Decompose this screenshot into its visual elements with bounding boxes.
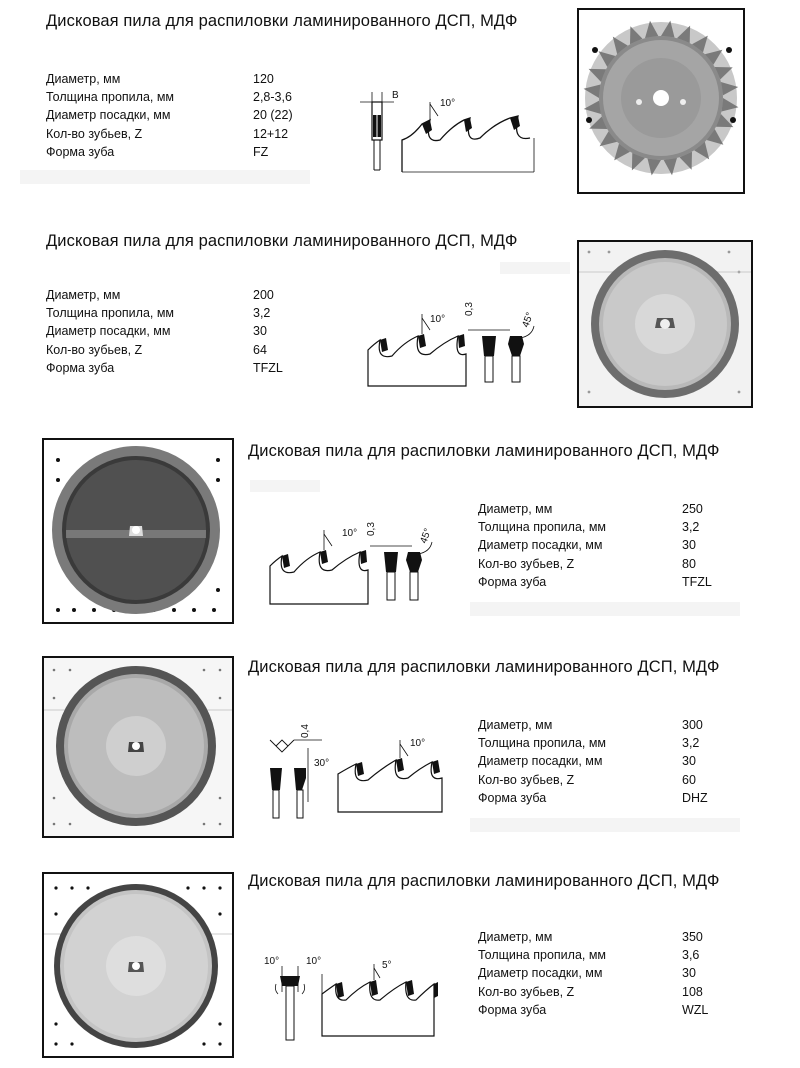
- spec-value: 30: [682, 754, 696, 769]
- dim-label-b: B: [392, 90, 399, 101]
- spec-list: [46, 72, 346, 163]
- spec-row-teeth: [478, 985, 778, 1003]
- spec-value: 350: [682, 930, 703, 944]
- spec-value: 12+12: [253, 126, 289, 141]
- spec-label: Кол-во зубьев, Z: [478, 556, 575, 571]
- dim-label-offset: 0,3: [464, 302, 475, 316]
- spec-label: Кол-во зубьев, Z: [478, 984, 575, 999]
- spec-row-diameter: [478, 502, 778, 520]
- spec-value: WZL: [682, 1002, 709, 1017]
- product-title: Дисковая пила для распиловки ламинированного ДСП, МДФ: [248, 658, 720, 676]
- product-section-1: [0, 0, 800, 210]
- spec-row-bore: [478, 538, 778, 556]
- spec-row-kerf: [478, 736, 778, 754]
- spec-value: 80: [682, 556, 696, 571]
- product-section-5: [0, 862, 800, 1068]
- dim-label-offset: 0,4: [300, 724, 311, 738]
- spec-row-teeth: [478, 773, 778, 791]
- spec-value: 120: [253, 72, 274, 86]
- spec-value: 3,2: [682, 736, 700, 751]
- dim-label-angle: 10°: [410, 738, 426, 749]
- spec-value: 20 (22): [253, 108, 293, 123]
- spec-row-tooth-shape: [478, 791, 778, 809]
- spec-label: Форма зуба: [46, 360, 115, 375]
- tooth-profile-diagram: [360, 300, 560, 400]
- spec-value: TFZL: [253, 360, 283, 375]
- spec-value: 200: [253, 288, 274, 302]
- spec-row-kerf: [46, 90, 346, 108]
- spec-value: 30: [682, 538, 696, 553]
- spec-row-kerf: [46, 306, 346, 324]
- spec-row-tooth-shape: [46, 361, 346, 379]
- tooth-profile-diagram: [264, 712, 464, 830]
- product-section-2: [0, 220, 800, 420]
- spec-label: Форма зуба: [478, 1002, 547, 1017]
- spec-label: Кол-во зубьев, Z: [46, 342, 143, 357]
- spec-row-bore: [46, 324, 346, 342]
- spec-value: FZ: [253, 144, 269, 159]
- dim-label-left-angle: 10°: [264, 956, 280, 967]
- spec-value: 64: [253, 342, 267, 357]
- spec-row-kerf: [478, 948, 778, 966]
- spec-row-tooth-shape: [478, 1003, 778, 1021]
- spec-label: Толщина пропила, мм: [478, 520, 607, 535]
- saw-blade-photo: [577, 8, 745, 194]
- tooth-profile-diagram: [262, 944, 462, 1064]
- spec-row-bore: [46, 108, 346, 126]
- dim-label-angle: 5°: [382, 960, 392, 971]
- spec-value: TFZL: [682, 574, 712, 589]
- spec-value: 3,2: [253, 306, 271, 321]
- spec-label: Диаметр посадки, мм: [478, 966, 603, 981]
- spec-label: Толщина пропила, мм: [478, 948, 607, 963]
- spec-label: Кол-во зубьев, Z: [478, 772, 575, 787]
- dim-label-bevel: 45°: [520, 311, 536, 330]
- spec-label: Форма зуба: [478, 574, 547, 589]
- saw-blade-photo: [42, 438, 234, 624]
- saw-blade-photo: [577, 240, 753, 408]
- tooth-profile-diagram: [352, 82, 552, 182]
- spec-label: Толщина пропила, мм: [46, 90, 175, 105]
- spec-value: 2,8-3,6: [253, 90, 292, 105]
- spec-value: 30: [682, 966, 696, 981]
- dim-label-offset: 0,3: [366, 522, 377, 536]
- dim-label-angle: 10°: [342, 528, 358, 539]
- spec-value: 108: [682, 984, 703, 999]
- dim-label-bevel: 45°: [418, 527, 434, 546]
- spec-value: 300: [682, 718, 703, 732]
- dim-label-angle: 10°: [440, 98, 456, 109]
- spec-label: Диаметр, мм: [478, 718, 553, 732]
- spec-row-teeth: [46, 127, 346, 145]
- spec-row-diameter: [46, 72, 346, 90]
- spec-value: 250: [682, 502, 703, 516]
- spec-row-diameter: [478, 930, 778, 948]
- product-section-3: [0, 430, 800, 630]
- spec-value: 30: [253, 324, 267, 339]
- spec-label: Диаметр посадки, мм: [46, 324, 171, 339]
- spec-row-bore: [478, 966, 778, 984]
- spec-row-bore: [478, 754, 778, 772]
- spec-label: Диаметр посадки, мм: [478, 754, 603, 769]
- product-title: Дисковая пила для распиловки ламинированного ДСП, МДФ: [46, 232, 518, 250]
- spec-row-tooth-shape: [478, 575, 778, 593]
- spec-list: [46, 288, 346, 379]
- spec-label: Форма зуба: [46, 144, 115, 159]
- spec-list: [478, 502, 778, 593]
- spec-row-diameter: [478, 718, 778, 736]
- spec-label: Диаметр, мм: [46, 72, 121, 86]
- dim-label-angle: 10°: [430, 314, 446, 325]
- spec-label: Диаметр, мм: [46, 288, 121, 302]
- spec-row-tooth-shape: [46, 145, 346, 163]
- product-title: Дисковая пила для распиловки ламинированного ДСП, МДФ: [248, 442, 720, 460]
- spec-label: Диаметр посадки, мм: [46, 108, 171, 123]
- spec-label: Диаметр посадки, мм: [478, 538, 603, 553]
- tooth-profile-diagram: [266, 520, 466, 620]
- dim-label-bevel: 30°: [314, 758, 330, 769]
- spec-list: [478, 930, 778, 1021]
- spec-label: Диаметр, мм: [478, 502, 553, 516]
- spec-value: 60: [682, 772, 696, 787]
- spec-label: Толщина пропила, мм: [46, 306, 175, 321]
- dim-label-right-angle: 10°: [306, 956, 322, 967]
- spec-label: Кол-во зубьев, Z: [46, 126, 143, 141]
- spec-label: Толщина пропила, мм: [478, 736, 607, 751]
- saw-blade-photo: [42, 656, 234, 838]
- spec-value: DHZ: [682, 790, 708, 805]
- spec-value: 3,6: [682, 948, 700, 963]
- product-section-4: [0, 648, 800, 848]
- spec-row-teeth: [478, 557, 778, 575]
- spec-row-teeth: [46, 343, 346, 361]
- spec-label: Диаметр, мм: [478, 930, 553, 944]
- spec-row-diameter: [46, 288, 346, 306]
- product-title: Дисковая пила для распиловки ламинированного ДСП, МДФ: [248, 872, 720, 890]
- spec-row-kerf: [478, 520, 778, 538]
- spec-list: [478, 718, 778, 809]
- spec-label: Форма зуба: [478, 790, 547, 805]
- product-title: Дисковая пила для распиловки ламинированного ДСП, МДФ: [46, 12, 518, 30]
- saw-blade-photo: [42, 872, 234, 1058]
- spec-value: 3,2: [682, 520, 700, 535]
